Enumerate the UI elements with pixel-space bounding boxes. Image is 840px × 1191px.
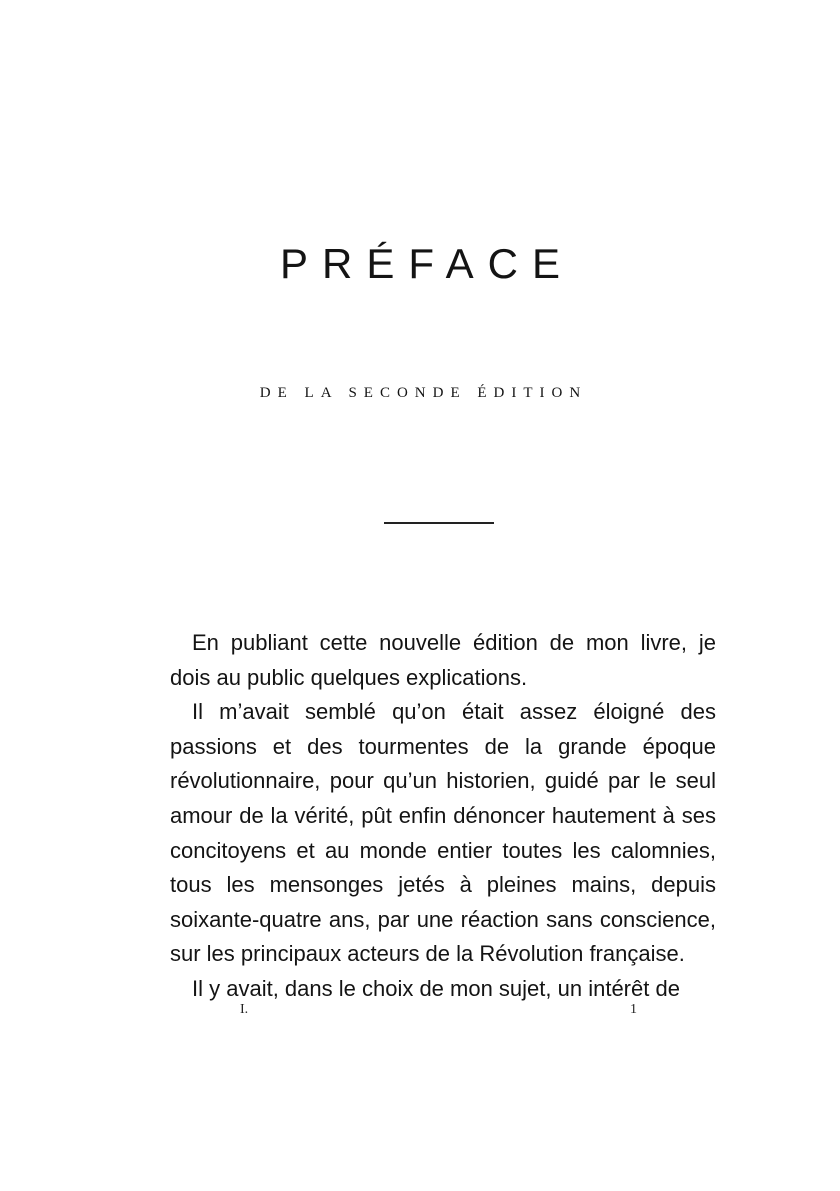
paragraph: Il y avait, dans le choix de mon sujet, un intérêt de — [192, 975, 680, 1001]
paragraph: Il m’avait semblé qu’on était assez éloigné des passions et des tourmentes de la grande époque révolutionnaire, pour qu’un historien, guidé par le seul amour de la vérité, pût enfin dénoncer hautement à ses concitoyens et au monde entier toutes les calomnies, tous les mensonges jetés à pleines mains, depuis soixante-quatre ans, par une réaction sans conscience, sur les principaux acteurs de la Révolution française. — [170, 699, 716, 967]
title-divider — [384, 522, 494, 524]
page-number: 1 — [630, 1002, 637, 1017]
signature-mark: I. — [240, 1002, 249, 1017]
page-subtitle: DE LA SECONDE ÉDITION — [259, 385, 588, 401]
paragraph: En publiant cette nouvelle édition de mon livre, je dois au public quelques explications. — [170, 630, 716, 690]
page-title: PRÉFACE — [279, 240, 575, 287]
body-text — [170, 626, 716, 1007]
